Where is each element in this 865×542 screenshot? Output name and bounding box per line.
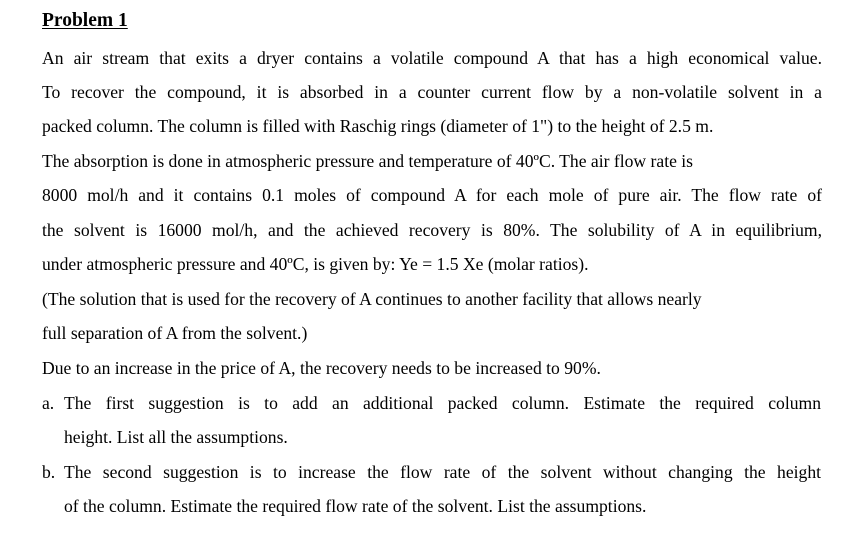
item-b-line-2: of the column. Estimate the required flow rate of the solvent. List the assumptions. <box>64 496 647 516</box>
paragraph1-line-6: the solvent is 16000 mol/h, and the achieved recovery is 80%. The solubility of A in equilibrium, <box>42 220 822 240</box>
item-a-line-2: height. List all the assumptions. <box>64 427 288 447</box>
problem-title: Problem 1 <box>42 10 128 31</box>
paragraph1-line-3: packed column. The column is filled with Raschig rings (diameter of 1") to the height of 2.5 m. <box>42 116 714 136</box>
paragraph2-line-2: full separation of A from the solvent.) <box>42 323 308 343</box>
paragraph1-line-2: To recover the compound, it is absorbed in a counter current flow by a non-volatile solvent in a <box>42 82 822 102</box>
paragraph1-line-5: 8000 mol/h and it contains 0.1 moles of compound A for each mole of pure air. The flow rate of <box>42 185 822 205</box>
paragraph1-line-7: under atmospheric pressure and 40ºC, is given by: Ye = 1.5 Xe (molar ratios). <box>42 254 589 274</box>
paragraph2-line-1: (The solution that is used for the recovery of A continues to another facility that allows nearly <box>42 289 702 309</box>
paragraph3-line: Due to an increase in the price of A, the recovery needs to be increased to 90%. <box>42 358 601 378</box>
paragraph1-line-1: An air stream that exits a dryer contains a volatile compound A that has a high economical value. <box>42 48 822 68</box>
item-b-marker: b. <box>42 462 56 482</box>
item-a-marker: a. <box>42 393 55 413</box>
paragraph1-line-4: The absorption is done in atmospheric pressure and temperature of 40ºC. The air flow rate is <box>42 151 694 171</box>
item-a-line-1: The first suggestion is to add an additional packed column. Estimate the required column <box>64 393 821 413</box>
item-b-line-1: The second suggestion is to increase the flow rate of the solvent without changing the height <box>64 462 821 482</box>
